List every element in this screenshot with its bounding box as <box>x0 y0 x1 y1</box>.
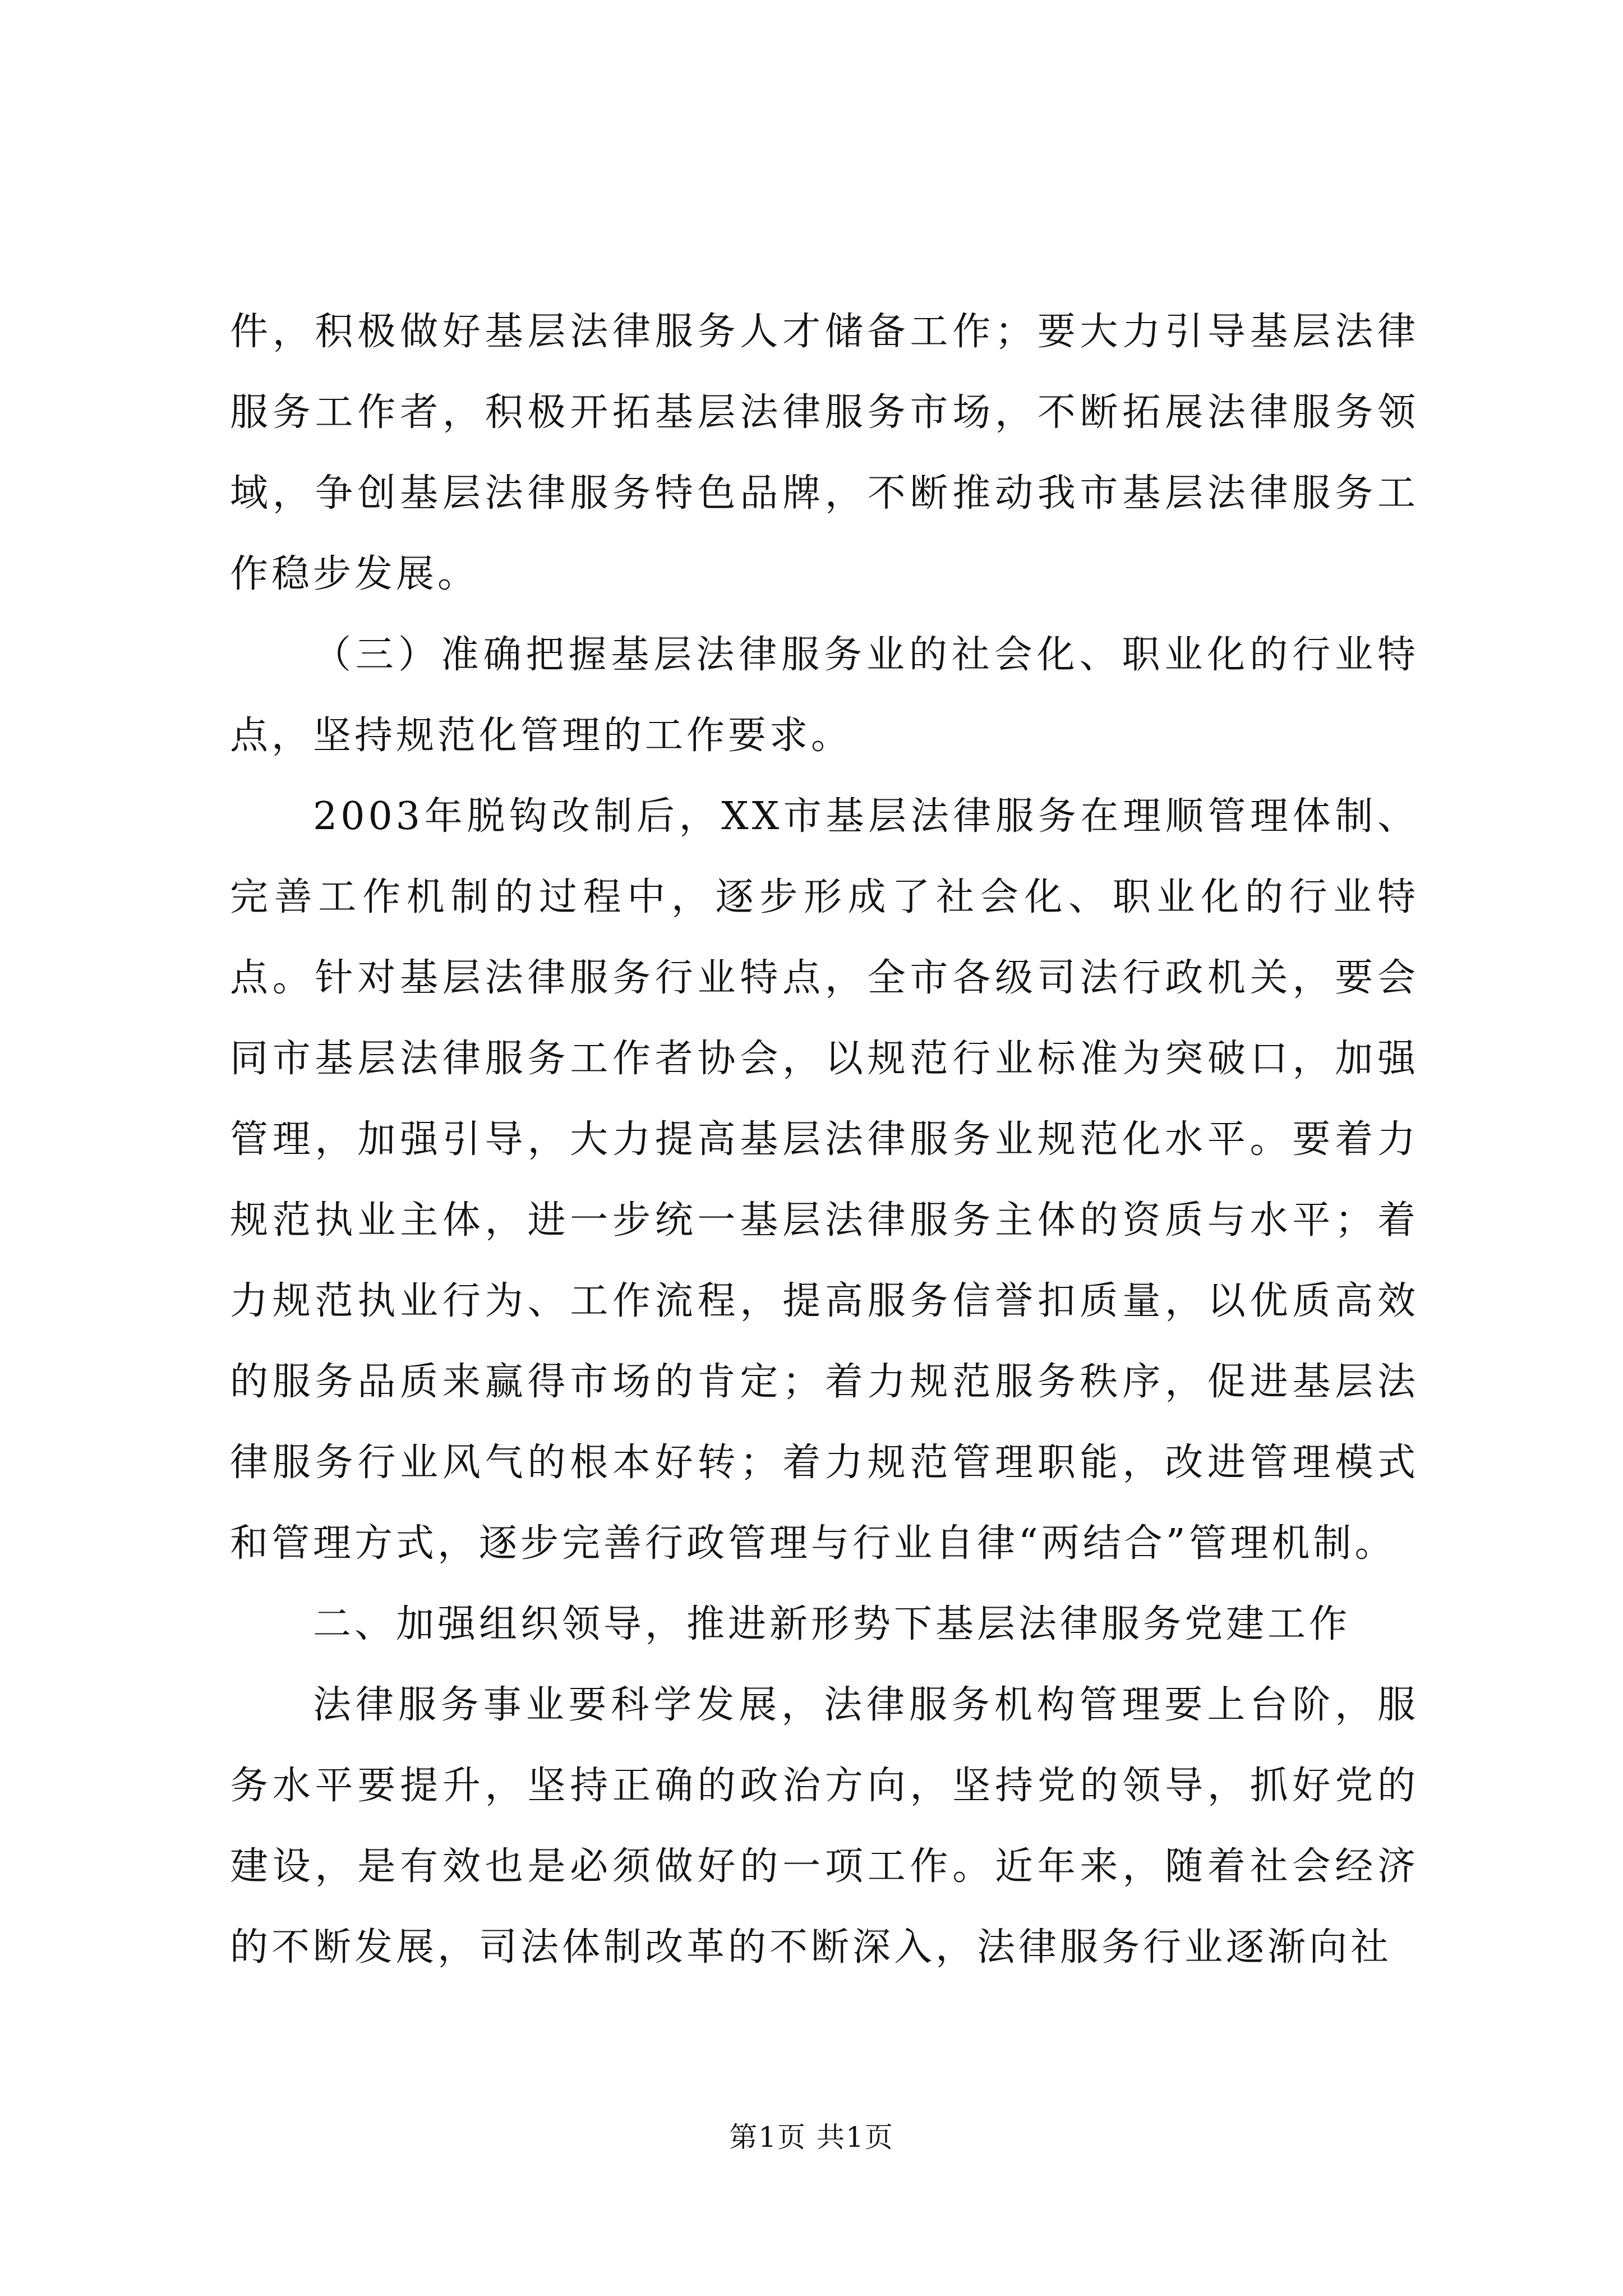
paragraph-reform: 2003年脱钩改制后，XX市基层法律服务在理顺管理体制、完善工作机制的过程中，逐步形成了社会化、职业化的行业特点。针对基层法律服务行业特点，全市各级司法行政机关，要会同市基层法律服务工作者协会，以规范行业标准为突破口，加强管理，加强引导，大力提高基层法律服务业规范化水平。要着力规范执业主体，进一步统一基层法律服务主体的资质与水平；着力规范执业行为、工作流程，提高服务信誉扣质量，以优质高效的服务品质来赢得市场的肯定；着力规范服务秩序，促进基层法律服务行业风气的根本好转；着力规范管理职能，改进管理模式和管理方式，逐步完善行政管理与行业自律“两结合”管理机制。 <box>230 794 1419 1566</box>
paragraph-party-building: 法律服务事业要科学发展，法律服务机构管理要上台阶，服务水平要提升，坚持正确的政治方向，坚持党的领导，抓好党的建设，是有效也是必须做好的一项工作。近年来，随着社会经济的不断发展，司法体制改革的不断深入，法律服务行业逐渐向社 <box>230 1683 1419 1970</box>
document-body <box>230 292 1419 1988</box>
paragraph-continuation: 件，积极做好基层法律服务人才储备工作；要大力引导基层法律服务工作者，积极开拓基层法律服务市场，不断拓展法律服务领域，争创基层法律服务特色品牌，不断推动我市基层法律服务工作稳步发展。 <box>230 310 1419 596</box>
section-heading-three: （三）准确把握基层法律服务业的社会化、职业化的行业特点，坚持规范化管理的工作要求。 <box>230 633 1419 758</box>
page-number-footer: 第1页 共1页 <box>729 2121 894 2154</box>
section-heading-two: 二、加强组织领导，推进新形势下基层法律服务党建工作 <box>313 1602 1351 1646</box>
